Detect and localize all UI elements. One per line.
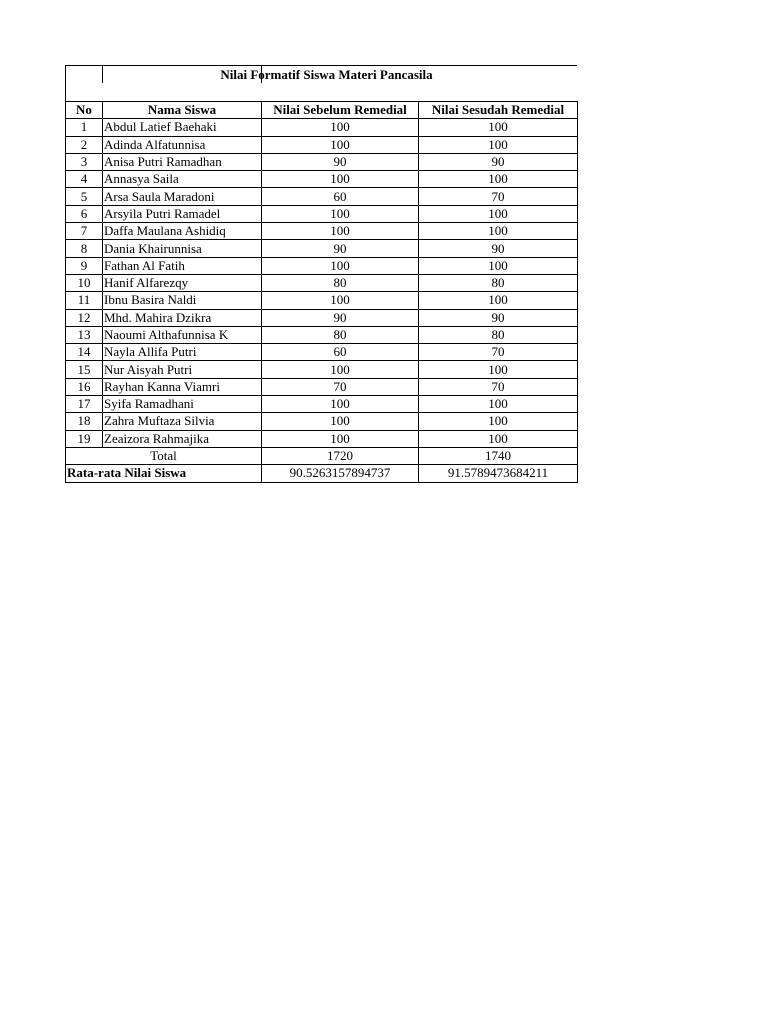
score-before[interactable]: 70 — [262, 378, 419, 395]
score-after[interactable]: 90 — [419, 153, 578, 170]
score-before[interactable]: 100 — [262, 136, 419, 153]
table-row — [66, 171, 578, 188]
row-number[interactable]: 12 — [66, 309, 103, 326]
score-after[interactable]: 100 — [419, 292, 578, 309]
student-name[interactable]: Fathan Al Fatih — [103, 257, 262, 274]
score-before[interactable]: 90 — [262, 309, 419, 326]
table-row — [66, 223, 578, 240]
score-before[interactable]: 60 — [262, 188, 419, 205]
table-row — [66, 188, 578, 205]
score-after[interactable]: 100 — [419, 205, 578, 222]
table-row — [66, 153, 578, 170]
header-before[interactable]: Nilai Sebelum Remedial — [262, 102, 419, 119]
sheet-title: Nilai Formatif Siswa Materi Pancasila — [220, 67, 433, 82]
table-row — [66, 361, 578, 378]
score-after[interactable]: 100 — [419, 223, 578, 240]
average-row — [66, 465, 578, 482]
score-after[interactable]: 70 — [419, 188, 578, 205]
row-number[interactable]: 4 — [66, 171, 103, 188]
row-number[interactable]: 9 — [66, 257, 103, 274]
student-name[interactable]: Daffa Maulana Ashidiq — [103, 223, 262, 240]
score-after[interactable]: 100 — [419, 361, 578, 378]
table-row — [66, 292, 578, 309]
header-after[interactable]: Nilai Sesudah Remedial — [419, 102, 578, 119]
score-before[interactable]: 90 — [262, 153, 419, 170]
score-after[interactable]: 80 — [419, 274, 578, 291]
row-number[interactable]: 10 — [66, 274, 103, 291]
score-after[interactable]: 100 — [419, 257, 578, 274]
row-number[interactable]: 2 — [66, 136, 103, 153]
average-before[interactable]: 90.5263157894737 — [262, 465, 419, 482]
score-after[interactable]: 90 — [419, 240, 578, 257]
row-number[interactable]: 6 — [66, 205, 103, 222]
student-name[interactable]: Dania Khairunnisa — [103, 240, 262, 257]
student-name[interactable]: Hanif Alfarezqy — [103, 274, 262, 291]
row-number[interactable]: 7 — [66, 223, 103, 240]
row-number[interactable]: 16 — [66, 378, 103, 395]
header-no[interactable]: No — [66, 102, 103, 119]
row-number[interactable]: 13 — [66, 326, 103, 343]
title-block — [65, 65, 577, 101]
table-row — [66, 430, 578, 447]
score-after[interactable]: 100 — [419, 430, 578, 447]
score-after[interactable]: 80 — [419, 326, 578, 343]
score-before[interactable]: 60 — [262, 344, 419, 361]
score-before[interactable]: 100 — [262, 292, 419, 309]
grades-table — [65, 101, 578, 483]
row-number[interactable]: 19 — [66, 430, 103, 447]
score-before[interactable]: 80 — [262, 274, 419, 291]
score-after[interactable]: 70 — [419, 344, 578, 361]
row-number[interactable]: 3 — [66, 153, 103, 170]
total-row — [66, 447, 578, 464]
table-row — [66, 136, 578, 153]
student-name[interactable]: Rayhan Kanna Viamri — [103, 378, 262, 395]
row-number[interactable]: 14 — [66, 344, 103, 361]
table-row — [66, 326, 578, 343]
spreadsheet — [65, 65, 577, 483]
table-row — [66, 378, 578, 395]
score-before[interactable]: 100 — [262, 223, 419, 240]
student-name[interactable]: Mhd. Mahira Dzikra — [103, 309, 262, 326]
student-name[interactable]: Nur Aisyah Putri — [103, 361, 262, 378]
table-row — [66, 119, 578, 136]
student-name[interactable]: Annasya Saila — [103, 171, 262, 188]
table-body — [66, 119, 578, 448]
table-row — [66, 413, 578, 430]
score-after[interactable]: 100 — [419, 396, 578, 413]
row-number[interactable]: 15 — [66, 361, 103, 378]
score-before[interactable]: 100 — [262, 257, 419, 274]
table-row — [66, 205, 578, 222]
total-before[interactable]: 1720 — [262, 447, 419, 464]
score-before[interactable]: 100 — [262, 171, 419, 188]
student-name[interactable]: Naoumi Althafunnisa K — [103, 326, 262, 343]
score-before[interactable]: 100 — [262, 413, 419, 430]
score-before[interactable]: 100 — [262, 119, 419, 136]
table-row — [66, 344, 578, 361]
table-row — [66, 240, 578, 257]
score-before[interactable]: 100 — [262, 205, 419, 222]
student-name[interactable]: Nayla Allifa Putri — [103, 344, 262, 361]
row-number[interactable]: 11 — [66, 292, 103, 309]
average-after[interactable]: 91.5789473684211 — [419, 465, 578, 482]
header-name[interactable]: Nama Siswa — [103, 102, 262, 119]
score-after[interactable]: 70 — [419, 378, 578, 395]
total-after[interactable]: 1740 — [419, 447, 578, 464]
score-before[interactable]: 100 — [262, 396, 419, 413]
score-after[interactable]: 100 — [419, 136, 578, 153]
score-before[interactable]: 80 — [262, 326, 419, 343]
row-number[interactable]: 1 — [66, 119, 103, 136]
table-row — [66, 274, 578, 291]
table-row — [66, 257, 578, 274]
total-label[interactable]: Total — [66, 447, 262, 464]
score-before[interactable]: 90 — [262, 240, 419, 257]
score-after[interactable]: 100 — [419, 413, 578, 430]
row-number[interactable]: 5 — [66, 188, 103, 205]
student-name[interactable]: Arsa Saula Maradoni — [103, 188, 262, 205]
score-after[interactable]: 90 — [419, 309, 578, 326]
average-label[interactable]: Rata-rata Nilai Siswa — [66, 465, 262, 482]
row-number[interactable]: 8 — [66, 240, 103, 257]
row-number[interactable]: 17 — [66, 396, 103, 413]
student-name[interactable]: Syifa Ramadhani — [103, 396, 262, 413]
table-row — [66, 309, 578, 326]
row-number[interactable]: 18 — [66, 413, 103, 430]
score-after[interactable]: 100 — [419, 171, 578, 188]
student-name[interactable]: Arsyila Putri Ramadel — [103, 205, 262, 222]
student-name[interactable]: Anisa Putri Ramadhan — [103, 153, 262, 170]
student-name[interactable]: Ibnu Basira Naldi — [103, 292, 262, 309]
student-name[interactable]: Adinda Alfatunnisa — [103, 136, 262, 153]
student-name[interactable]: Abdul Latief Baehaki — [103, 119, 262, 136]
header-row — [66, 102, 578, 119]
student-name[interactable]: Zeaizora Rahmajika — [103, 430, 262, 447]
table-row — [66, 396, 578, 413]
student-name[interactable]: Zahra Muftaza Silvia — [103, 413, 262, 430]
score-before[interactable]: 100 — [262, 361, 419, 378]
score-after[interactable]: 100 — [419, 119, 578, 136]
score-before[interactable]: 100 — [262, 430, 419, 447]
